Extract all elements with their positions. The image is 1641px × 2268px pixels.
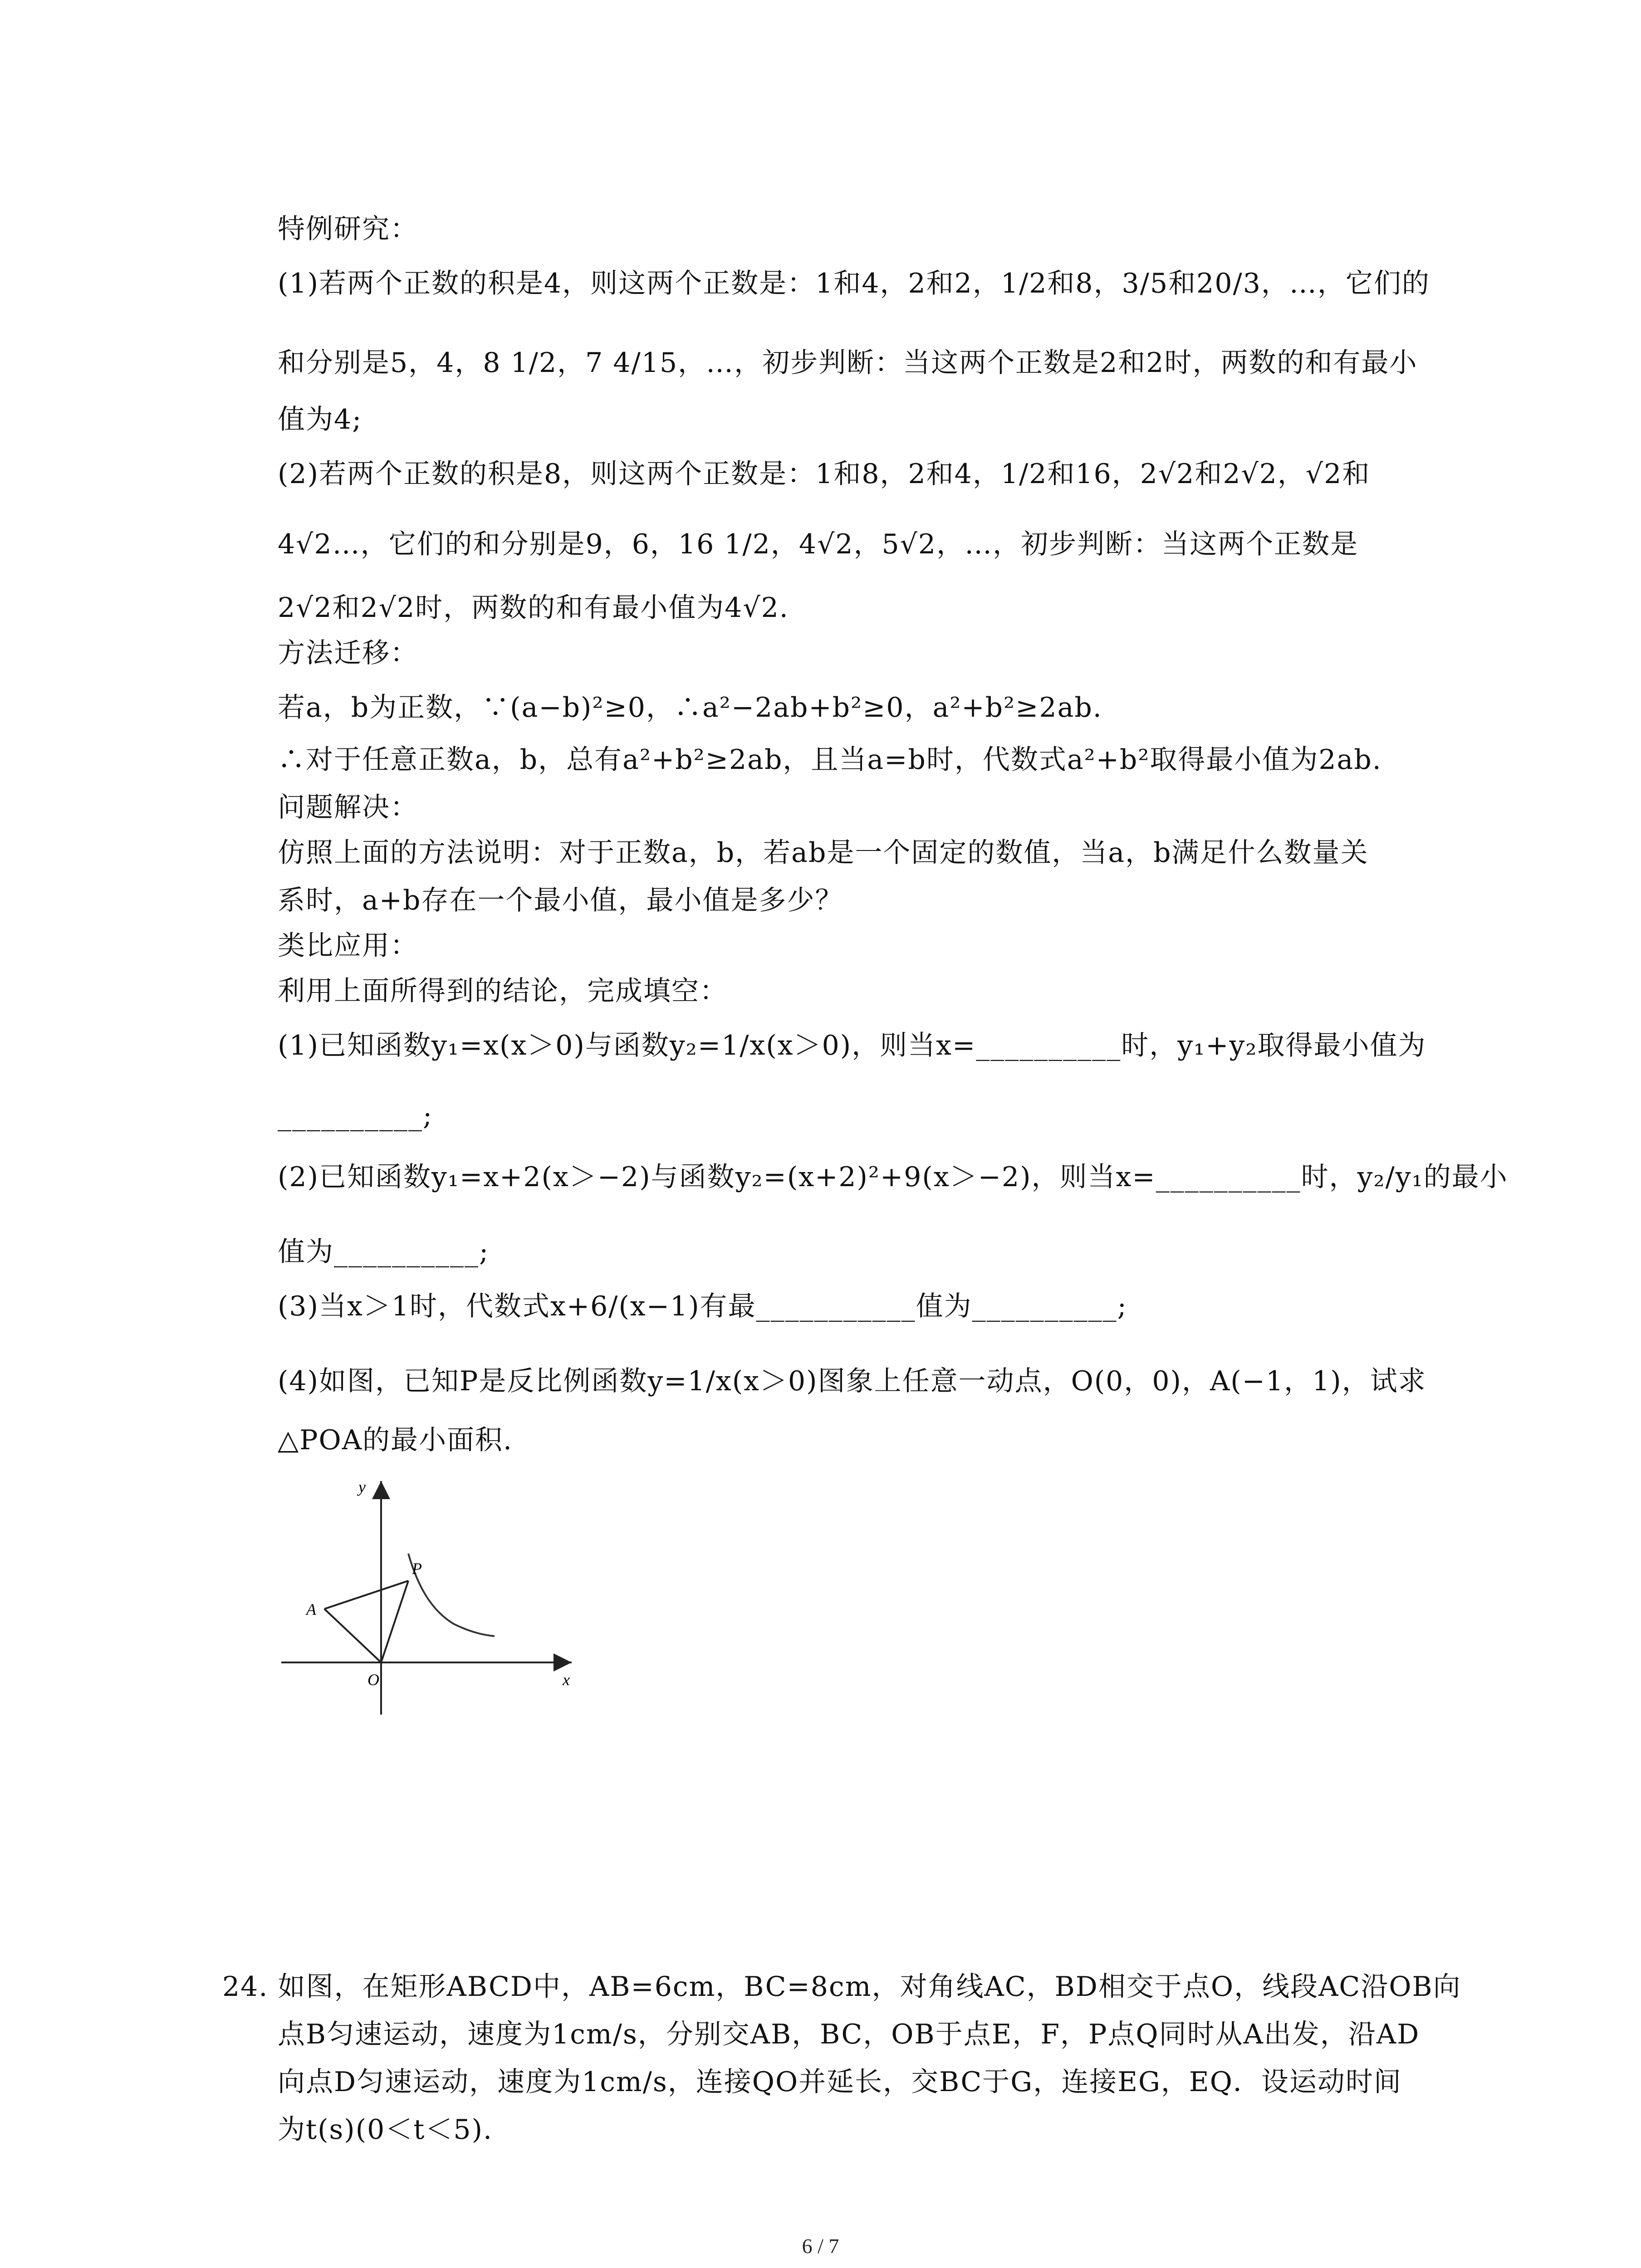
- text-line: 2√2和2√2时，两数的和有最小值为4√2.: [278, 592, 789, 624]
- text-line: 若a，b为正数，∵(a−b)²≥0，∴a²−2ab+b²≥0，a²+b²≥2ab.: [278, 692, 1102, 723]
- segment-ao: [324, 1609, 381, 1662]
- section-heading-analogy: 类比应用：: [278, 930, 418, 962]
- question-24: 24. 如图，在矩形ABCD中，AB=6cm，BC=8cm，对角线AC，BD相交于点O，线段AC沿OB向: [222, 1971, 1461, 2003]
- question-4: (4)如图，已知P是反比例函数y=1/x(x＞0)图象上任意一动点，O(0，0)，A(−1，1)，试求: [278, 1365, 1426, 1397]
- question-3: (3)当x＞1时，代数式x+6/(x−1)有最___________值为__________;: [278, 1290, 1127, 1322]
- text-line: 系时，a+b存在一个最小值，最小值是多少？: [278, 885, 843, 916]
- text-line: 值为4;: [278, 404, 362, 435]
- text-line: 利用上面所得到的结论，完成填空：: [278, 975, 728, 1007]
- origin-label: O: [367, 1671, 379, 1689]
- coordinate-figure: [277, 1472, 585, 1726]
- question-24-continued: 向点D匀速运动，速度为1cm/s，连接QO并延长，交BC于G，连接EG，EQ．设运动时间: [278, 2066, 1402, 2098]
- text-line: 和分别是5，4，8 1/2，7 4/15，…，初步判断：当这两个正数是2和2时，两数的和有最小: [278, 347, 1418, 379]
- text-line: 4√2…，它们的和分别是9，6，16 1/2，4√2，5√2，…，初步判断：当这两个正数是: [278, 528, 1359, 560]
- section-heading-problem-solving: 问题解决：: [278, 792, 418, 823]
- question-4-continued: △POA的最小面积.: [278, 1424, 513, 1456]
- section-heading-method-transfer: 方法迁移：: [278, 637, 418, 669]
- question-2: (2)已知函数y₁=x+2(x＞−2)与函数y₂=(x+2)²+9(x＞−2)，则当x=__________时，y₂/y₁的最小: [278, 1161, 1508, 1193]
- text-line: ∴对于任意正数a，b，总有a²+b²≥2ab，且当a=b时，代数式a²+b²取得最小值为2ab.: [278, 744, 1382, 776]
- question-24-continued: 为t(s)(0＜t＜5).: [278, 2114, 493, 2146]
- segment-op: [381, 1581, 408, 1662]
- x-axis-label: x: [563, 1671, 570, 1689]
- question-24-continued: 点B匀速运动，速度为1cm/s，分别交AB，BC，OB于点E，F，P点Q同时从A出发，沿AD: [278, 2019, 1420, 2050]
- point-a-label: A: [306, 1600, 316, 1618]
- question-2-continued: 值为__________;: [278, 1236, 490, 1268]
- y-axis-label: y: [358, 1478, 366, 1496]
- page-number: 6 / 7: [802, 2234, 839, 2258]
- question-1: (1)已知函数y₁=x(x＞0)与函数y₂=1/x(x＞0)，则当x=__________时，y₁+y₂取得最小值为: [278, 1030, 1426, 1061]
- text-line: (1)若两个正数的积是4，则这两个正数是：1和4，2和2，1/2和8，3/5和20/3，…，它们的: [278, 268, 1430, 299]
- text-line: (2)若两个正数的积是8，则这两个正数是：1和8，2和4，1/2和16，2√2和2√2，√2和: [278, 458, 1371, 490]
- point-p-label: P: [412, 1559, 422, 1578]
- question-1-continued: __________;: [278, 1100, 433, 1132]
- text-line: 仿照上面的方法说明：对于正数a，b，若ab是一个固定的数值，当a，b满足什么数量关: [278, 837, 1369, 869]
- section-heading-special-case: 特例研究：: [278, 213, 418, 245]
- segment-ap: [324, 1581, 408, 1609]
